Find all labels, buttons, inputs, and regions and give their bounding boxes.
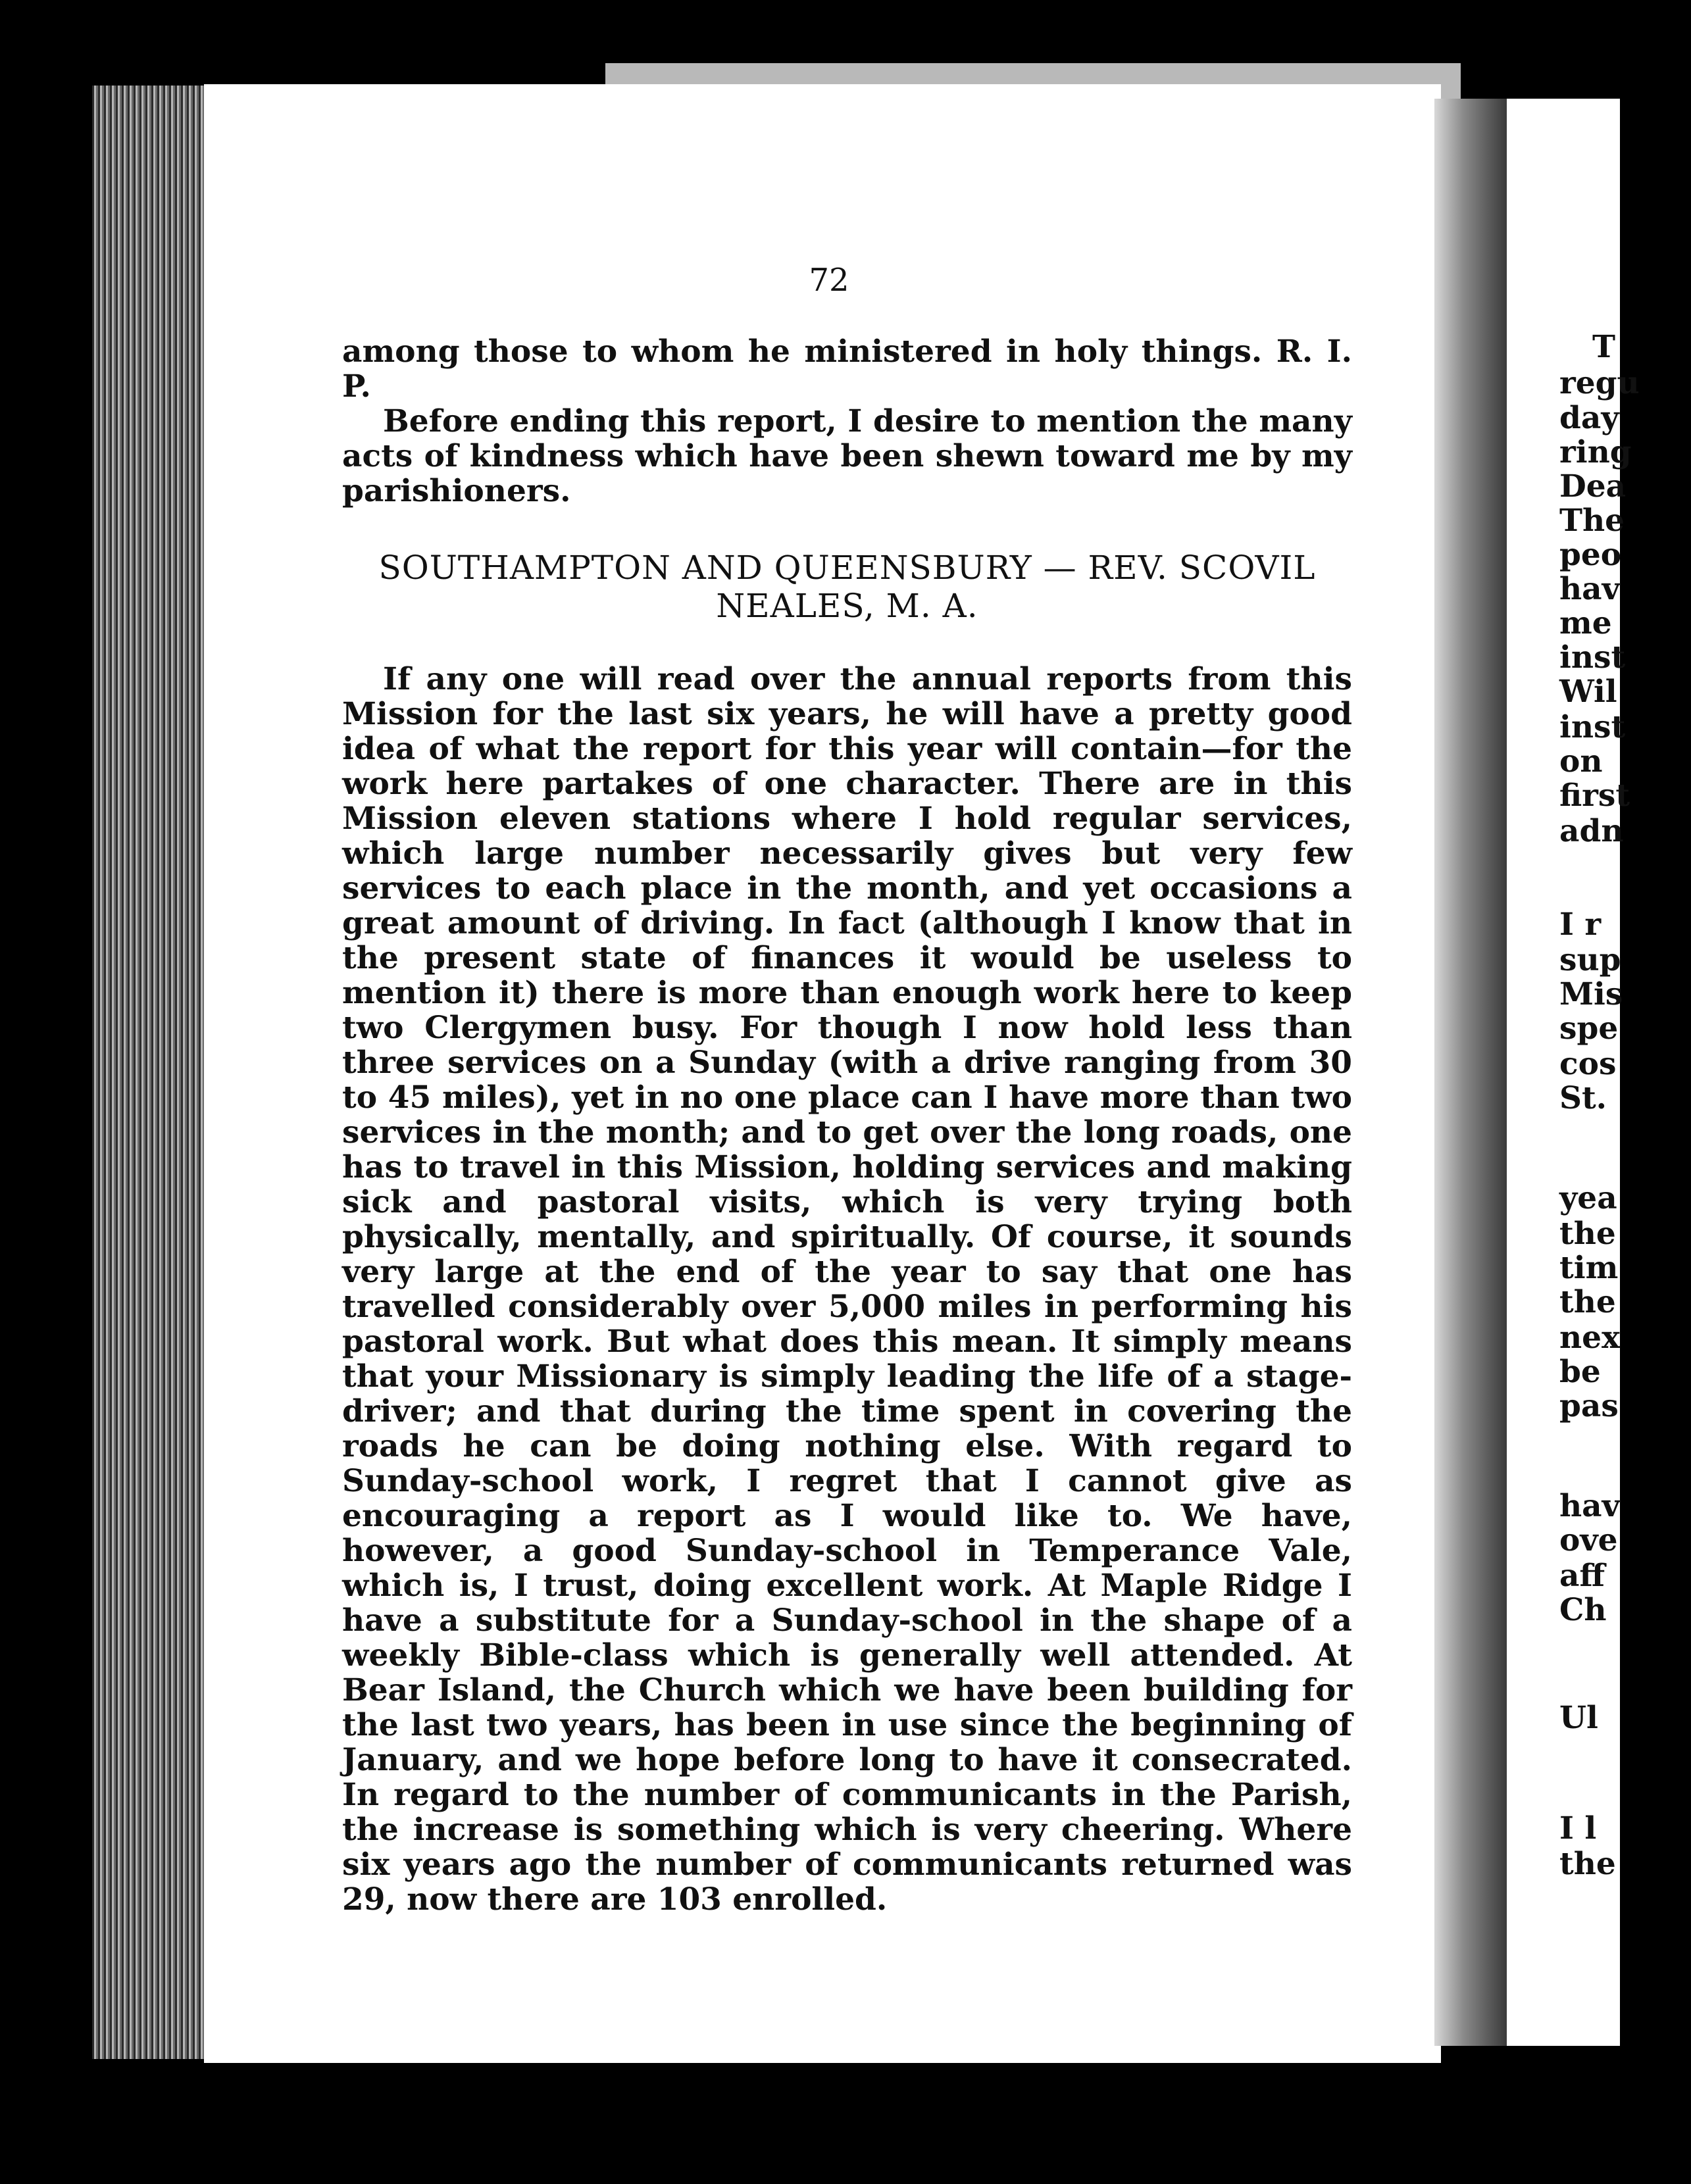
facing-page (1507, 99, 1640, 2046)
facing-page-fragment: Dea (1559, 468, 1627, 505)
facing-page-fragment: T (1592, 329, 1615, 365)
section-heading-line-1: SOUTHAMPTON AND QUEENSBURY — REV. SCOVIL (378, 549, 1316, 587)
facing-page-fragment: first (1559, 778, 1630, 814)
facing-page-fragment: day (1559, 400, 1619, 436)
facing-page-fragment: be (1559, 1354, 1601, 1390)
facing-page-fragment: inst (1559, 709, 1626, 745)
facing-page-fragment: pas (1559, 1388, 1619, 1424)
facing-page-fragment: cos (1559, 1046, 1617, 1082)
opening-text (342, 334, 1352, 509)
facing-page-fragment: regu (1559, 365, 1640, 401)
facing-page-fragment: sup (1559, 942, 1621, 978)
facing-page-fragment: The (1559, 503, 1625, 539)
facing-page-fragment: I l (1559, 1810, 1597, 1847)
facing-page-fragment: me (1559, 605, 1612, 641)
closing-paragraph: Before ending this report, I desire to mention the many acts of kindness which have been shewn toward me by my parishioners. (342, 403, 1352, 509)
facing-page-fragment: spe (1559, 1010, 1619, 1047)
facing-page-fragment: aff (1559, 1558, 1605, 1594)
facing-page-fragment: the (1559, 1284, 1616, 1320)
facing-page-fragment: ove (1559, 1522, 1618, 1558)
facing-page-fragment: peo (1559, 537, 1622, 573)
facing-page-fragment: Ch (1559, 1592, 1607, 1628)
page-edges (92, 86, 211, 2059)
facing-page-fragment: adn (1559, 813, 1624, 849)
facing-page-fragment: I r (1559, 906, 1602, 943)
facing-page-fragment: ring (1559, 434, 1632, 470)
book-gutter (1434, 99, 1507, 2046)
body-paragraph: If any one will read over the annual reports from this Mission for the last six years, he will have a pretty good idea of what the report for this year will contain—for the work here partakes of one character. There are in this Mission eleven stations where I hold regular services, which large number necessarily gives but very few services to each place in the month, and yet occasions a great amount of driving. In fact (although I know that in the present state of finances it would be useless to mention it) there is more than enough work here to keep two Clergymen busy. For though I now hold less than three services on a Sunday (with a drive ranging from 30 to 45 miles), yet in no one place can I have more than two services in the month; and to get over the long roads, one has to travel in this Mission, holding services and making sick and pastoral visits, which is very trying both physically, mentally, and spiritually. Of course, it sounds very large at the end of the year to say that one has travelled considerably over 5,000 miles in performing his pastoral work. But what does this mean. It simply means that your Missionary is simply leading the life of a stage-driver; and that during the time spent in covering the roads he can be doing nothing else. With regard to Sunday-school work, I regret that I cannot give as encouraging a report as I would like to. We have, however, a good Sunday-school in Temperance Vale, which is, I trust, doing excellent work. At Maple Ridge I have a substitute for a Sunday-school in the shape of a weekly Bible-class which is generally well attended. At Bear Island, the Church which we have been building for the last two years, has been in use since the beginning of January, and we hope before long to have it consecrated. In regard to the number of communicants in the Parish, the increase is something which is very cheering. Where six years ago the number of communicants returned was 29, now there are 103 enrolled. (342, 661, 1352, 1918)
facing-page-fragment: tim (1559, 1250, 1619, 1286)
facing-page-fragment: yea (1559, 1180, 1617, 1216)
facing-page-fragment: on (1559, 743, 1603, 780)
facing-page-fragment: Mis (1559, 976, 1623, 1012)
page-number: 72 (809, 262, 849, 299)
section-heading-line-2: NEALES, M. A. (716, 587, 978, 625)
facing-page-fragment: the (1559, 1846, 1616, 1882)
facing-page-fragment: hav (1559, 571, 1620, 607)
facing-page-fragment: Wil (1559, 674, 1617, 710)
facing-page-fragment: the (1559, 1216, 1616, 1252)
section-heading (342, 549, 1352, 625)
facing-page-fragment: inst (1559, 639, 1626, 676)
opening-line: among those to whom he ministered in holy things. R. I. P. (342, 334, 1352, 405)
facing-page-fragment: St. (1559, 1080, 1607, 1116)
facing-page-fragment: hav (1559, 1488, 1620, 1524)
facing-page-fragment: nex (1559, 1320, 1621, 1356)
facing-page-fragment: Ul (1559, 1700, 1598, 1736)
section-body (342, 662, 1352, 1917)
